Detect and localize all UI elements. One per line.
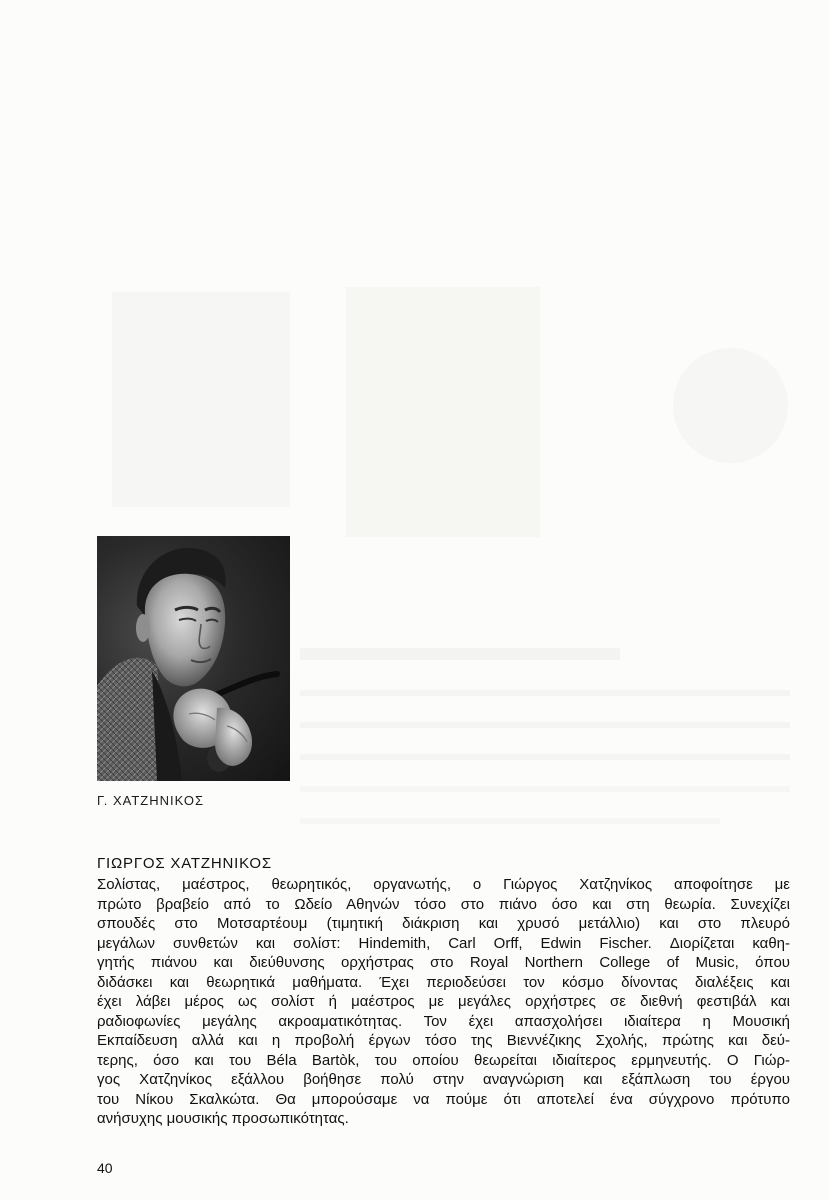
bleed-through-photo-center: [346, 287, 540, 537]
bleed-through-text-line: [300, 786, 790, 792]
article-line: έχει λάβει μέρος ως σολίστ ή μαέστρος με μεγάλες ορχήστρες σε διεθνή φεστιβάλ και: [97, 993, 790, 1010]
photo-caption: Γ. ΧΑΤΖΗΝΙΚΟΣ: [97, 793, 205, 808]
article-line: γητής πιάνου και διεύθυνσης ορχήστρας στο Royal Northern College of Music, όπου: [97, 954, 790, 971]
article-title: ΓΙΩΡΓΟΣ ΧΑΤΖΗΝΙΚΟΣ: [97, 855, 272, 872]
article-line: του Νίκου Σκαλκώτα. Θα μπορούσαμε να πούμε ότι αποτελεί ένα σύγχρονο πρότυπο: [97, 1090, 790, 1108]
article-line: Εκπαίδευση αλλά και η προβολή έργων τόσο της Βιεννέζικης Σχολής, πρώτης και δεύ-: [97, 1032, 790, 1049]
bleed-through-text-line: [300, 690, 790, 696]
bleed-through-text-line: [300, 722, 790, 728]
page-number: 40: [97, 1160, 113, 1176]
article-line: μεγάλων συνθετών και σολίστ: Hindemith, Carl Orff, Edwin Fischer. Διορίζεται καθη-: [97, 934, 790, 952]
article-line: ραδιοφωνίες μεγάλης ακροαματικότητας. Τον έχει απασχολήσει ιδιαίτερα η Μουσική: [97, 1012, 790, 1030]
article-line: πρώτο βραβείο από το Ωδείο Αθηνών τόσο στο πιάνο όσο και στη θεωρία. Συνεχίζει: [97, 895, 790, 913]
bleed-through-photo-left: [112, 292, 290, 507]
article-line: τερης, όσο και του Béla Bartòk, του οποίου θεωρείται ιδιαίτερος ερμηνευτής. Ο Γιώρ-: [97, 1051, 790, 1069]
article-line: γος Χατζηνίκος εξάλλου βοήθησε πολύ στην αναγνώριση και εξάπλωση του έργου: [97, 1071, 790, 1088]
bleed-through-heading: [300, 648, 620, 660]
article-line: ανήσυχης μουσικής προσωπικότητας.: [97, 1110, 349, 1127]
bleed-through-text-line: [300, 818, 720, 824]
portrait-photo: [97, 536, 290, 781]
bleed-through-seal: [673, 348, 788, 463]
article-line: Σολίστας, μαέστρος, θεωρητικός, οργανωτής, ο Γιώργος Χατζηνίκος αποφοίτησε με: [97, 876, 790, 893]
article-line: σπουδές στο Μοτσαρτέουμ (τιμητική διάκριση και χρυσό μετάλλιο) και στο πλευρό: [97, 915, 790, 932]
bleed-through-text-line: [300, 754, 790, 760]
article-body: [97, 875, 790, 1129]
article-line: διδάσκει και θεωρητικά μαθήματα. Έχει περιοδεύσει τον κόσμο δίνοντας διαλέξεις και: [97, 973, 790, 991]
